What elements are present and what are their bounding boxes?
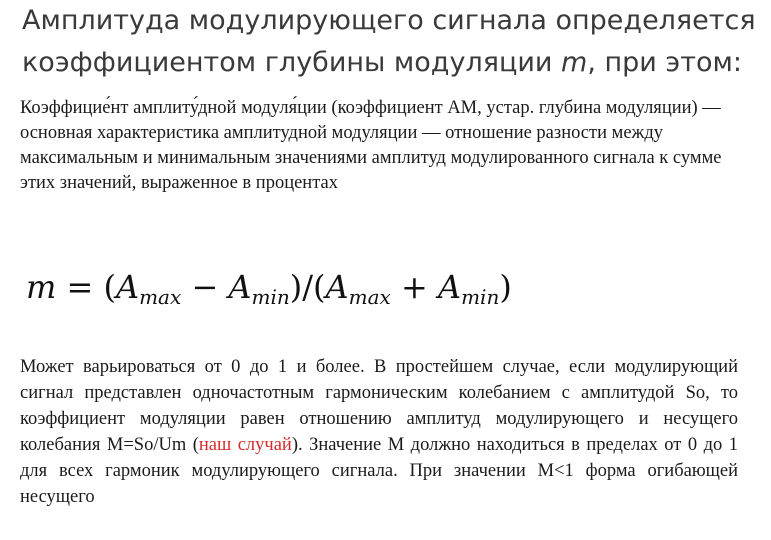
title-text-after: , при этом: xyxy=(587,47,742,78)
definition-paragraph: Коэффицие́нт амплиту́дной модуля́ции (коэффициент АМ, устар. глубина модуляции) — основная характеристика амплитудной модуляции — отношение разности между максимальным и минимальным значениями амплитуд модулированного сигнала к сумме этих значений, выраженное в процентах xyxy=(20,98,722,193)
formula-s3: max xyxy=(348,285,391,309)
formula-a4: A xyxy=(437,268,462,306)
formula-a2: A xyxy=(228,268,252,306)
explanation-paragraph xyxy=(20,354,738,510)
formula-mid: )/( xyxy=(289,268,326,306)
formula-a1: A xyxy=(115,268,140,306)
title-variable-m: m xyxy=(561,47,588,78)
formula-minus: − xyxy=(181,268,229,306)
explanation-text-before: Может варьироваться от 0 до 1 и более. В простейшем случае, если модулирующий сигнал представлен одночастотным гармоническим колебанием с амплитудой So, то коэффициент модуляции равен отношению амплитуд модулирующего и несущего колебания M=So/Um ( xyxy=(20,357,738,455)
formula-a3: A xyxy=(325,268,349,306)
formula-s1: max xyxy=(139,285,182,309)
formula-lhs: m xyxy=(26,268,57,306)
title-text-before: Амплитуда модулирующего сигнала определяется коэффициентом глубины модуляции xyxy=(22,5,756,78)
slide-title xyxy=(22,0,762,84)
formula-eq: = ( xyxy=(56,268,116,306)
formula-close: ) xyxy=(499,268,512,306)
formula-s2: min xyxy=(251,285,290,309)
highlight-our-case: наш случай xyxy=(198,435,292,455)
modulation-formula xyxy=(26,262,512,322)
explanation-text-after: ). Значение M должно находиться в пределах от 0 до 1 для всех гармоник модулирующего сигнала. При значении M<1 форма огибающей несущего xyxy=(20,435,738,507)
formula-plus: + xyxy=(390,268,438,306)
formula-s4: min xyxy=(461,285,500,309)
